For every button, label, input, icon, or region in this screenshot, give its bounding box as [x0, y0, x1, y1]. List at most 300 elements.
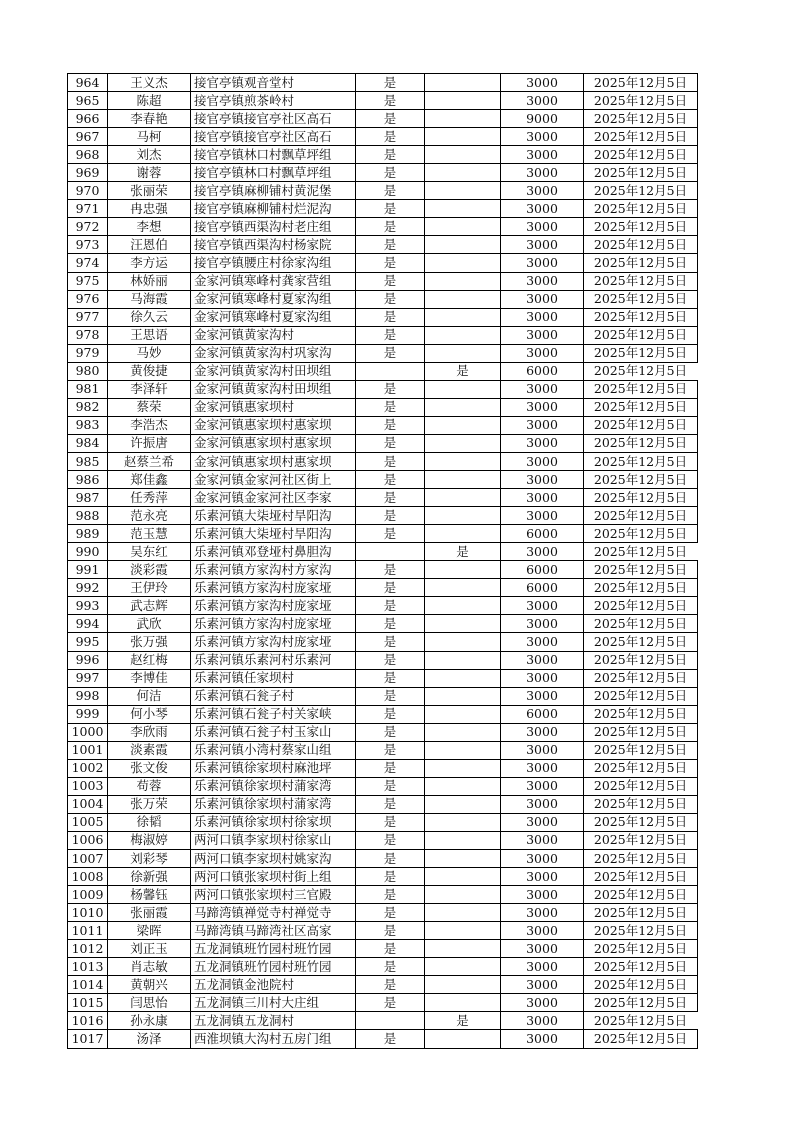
cell-date: 2025年12月5日	[584, 146, 698, 164]
table-row	[68, 543, 698, 561]
cell-address: 乐素河镇方家沟村庞家垭	[191, 579, 356, 597]
table-row	[68, 146, 698, 164]
table-row	[68, 92, 698, 110]
cell-name: 范玉慧	[108, 525, 191, 543]
cell-flag-b	[425, 958, 501, 976]
cell-flag-b	[425, 74, 501, 92]
cell-name: 武志辉	[108, 597, 191, 615]
cell-flag-b	[425, 128, 501, 146]
cell-address: 接官亭镇麻柳铺村烂泥沟	[191, 200, 356, 218]
cell-flag-b	[425, 236, 501, 254]
table-row	[68, 398, 698, 416]
cell-flag-a: 是	[356, 723, 425, 741]
cell-flag-a	[356, 362, 425, 380]
cell-flag-b	[425, 489, 501, 507]
cell-flag-a	[356, 1012, 425, 1030]
cell-address: 乐素河镇大柒垭村旱阳沟	[191, 507, 356, 525]
cell-address: 接官亭镇西渠沟村老庄组	[191, 218, 356, 236]
table-row	[68, 1030, 698, 1048]
cell-address: 五龙洞镇五龙洞村	[191, 1012, 356, 1030]
cell-amount: 3000	[501, 831, 584, 849]
cell-date: 2025年12月5日	[584, 868, 698, 886]
cell-date: 2025年12月5日	[584, 182, 698, 200]
table-row	[68, 813, 698, 831]
cell-date: 2025年12月5日	[584, 200, 698, 218]
cell-amount: 3000	[501, 813, 584, 831]
cell-date: 2025年12月5日	[584, 633, 698, 651]
cell-address: 金家河镇金家河社区街上	[191, 471, 356, 489]
cell-flag-b	[425, 994, 501, 1012]
cell-flag-a: 是	[356, 795, 425, 813]
cell-amount: 3000	[501, 723, 584, 741]
cell-date: 2025年12月5日	[584, 759, 698, 777]
cell-address: 乐素河镇徐家坝村麻池坪	[191, 759, 356, 777]
cell-flag-b	[425, 200, 501, 218]
cell-amount: 3000	[501, 344, 584, 362]
cell-name: 淡彩霞	[108, 561, 191, 579]
cell-date: 2025年12月5日	[584, 362, 698, 380]
cell-serial-number: 1001	[68, 741, 108, 759]
cell-name: 王义杰	[108, 74, 191, 92]
cell-flag-a: 是	[356, 687, 425, 705]
table-row	[68, 759, 698, 777]
cell-flag-a: 是	[356, 416, 425, 434]
cell-name: 吴东红	[108, 543, 191, 561]
cell-address: 接官亭镇西渠沟村杨家院	[191, 236, 356, 254]
cell-date: 2025年12月5日	[584, 471, 698, 489]
cell-flag-b	[425, 687, 501, 705]
cell-flag-a: 是	[356, 218, 425, 236]
table-row	[68, 74, 698, 92]
cell-address: 乐素河镇小湾村蔡家山组	[191, 741, 356, 759]
cell-flag-a: 是	[356, 236, 425, 254]
cell-name: 冉忠强	[108, 200, 191, 218]
cell-serial-number: 975	[68, 272, 108, 290]
cell-amount: 3000	[501, 74, 584, 92]
cell-amount: 3000	[501, 940, 584, 958]
cell-date: 2025年12月5日	[584, 128, 698, 146]
cell-name: 张万荣	[108, 795, 191, 813]
cell-date: 2025年12月5日	[584, 507, 698, 525]
cell-flag-a: 是	[356, 850, 425, 868]
cell-flag-b	[425, 471, 501, 489]
cell-address: 乐素河镇徐家坝村徐家坝	[191, 813, 356, 831]
cell-flag-a: 是	[356, 886, 425, 904]
cell-address: 乐素河镇方家沟村庞家垭	[191, 633, 356, 651]
cell-address: 接官亭镇观音堂村	[191, 74, 356, 92]
table-row	[68, 236, 698, 254]
cell-date: 2025年12月5日	[584, 110, 698, 128]
cell-serial-number: 1009	[68, 886, 108, 904]
cell-date: 2025年12月5日	[584, 308, 698, 326]
cell-date: 2025年12月5日	[584, 940, 698, 958]
cell-serial-number: 997	[68, 669, 108, 687]
cell-flag-b	[425, 290, 501, 308]
cell-flag-b	[425, 723, 501, 741]
cell-address: 金家河镇惠家坝村惠家坝	[191, 452, 356, 470]
cell-serial-number: 966	[68, 110, 108, 128]
cell-amount: 3000	[501, 146, 584, 164]
cell-flag-a: 是	[356, 813, 425, 831]
cell-address: 金家河镇惠家坝村	[191, 398, 356, 416]
cell-amount: 3000	[501, 976, 584, 994]
cell-flag-b	[425, 795, 501, 813]
table-row	[68, 471, 698, 489]
table-row	[68, 218, 698, 236]
cell-flag-b	[425, 182, 501, 200]
cell-amount: 6000	[501, 561, 584, 579]
cell-amount: 3000	[501, 398, 584, 416]
cell-flag-b	[425, 308, 501, 326]
cell-amount: 3000	[501, 922, 584, 940]
table-row	[68, 850, 698, 868]
cell-serial-number: 976	[68, 290, 108, 308]
cell-name: 武欣	[108, 615, 191, 633]
table-row	[68, 705, 698, 723]
cell-name: 李想	[108, 218, 191, 236]
cell-amount: 3000	[501, 958, 584, 976]
cell-date: 2025年12月5日	[584, 543, 698, 561]
cell-amount: 3000	[501, 507, 584, 525]
cell-flag-a: 是	[356, 579, 425, 597]
cell-name: 谢蓉	[108, 164, 191, 182]
cell-date: 2025年12月5日	[584, 994, 698, 1012]
cell-flag-b	[425, 831, 501, 849]
cell-amount: 3000	[501, 182, 584, 200]
cell-flag-a: 是	[356, 452, 425, 470]
cell-serial-number: 1017	[68, 1030, 108, 1048]
table-row	[68, 290, 698, 308]
cell-name: 徐新强	[108, 868, 191, 886]
cell-name: 梅淑婷	[108, 831, 191, 849]
cell-name: 郑佳鑫	[108, 471, 191, 489]
cell-name: 刘正玉	[108, 940, 191, 958]
cell-address: 两河口镇张家坝村街上组	[191, 868, 356, 886]
cell-address: 金家河镇寒峰村夏家沟组	[191, 308, 356, 326]
table-row	[68, 434, 698, 452]
cell-address: 马蹄湾镇禅觉寺村禅觉寺	[191, 904, 356, 922]
cell-flag-b	[425, 416, 501, 434]
table-row	[68, 507, 698, 525]
cell-date: 2025年12月5日	[584, 416, 698, 434]
cell-date: 2025年12月5日	[584, 164, 698, 182]
cell-flag-b	[425, 525, 501, 543]
cell-serial-number: 989	[68, 525, 108, 543]
table-row	[68, 831, 698, 849]
cell-flag-b	[425, 922, 501, 940]
cell-name: 许振唐	[108, 434, 191, 452]
cell-amount: 3000	[501, 669, 584, 687]
cell-name: 李泽轩	[108, 380, 191, 398]
cell-serial-number: 1008	[68, 868, 108, 886]
cell-amount: 3000	[501, 687, 584, 705]
cell-serial-number: 971	[68, 200, 108, 218]
cell-amount: 6000	[501, 362, 584, 380]
cell-name: 汪恩伯	[108, 236, 191, 254]
cell-flag-a: 是	[356, 597, 425, 615]
cell-address: 乐素河镇邓登垭村鼻胆沟	[191, 543, 356, 561]
cell-flag-a: 是	[356, 741, 425, 759]
cell-date: 2025年12月5日	[584, 687, 698, 705]
data-table	[67, 73, 698, 1049]
cell-address: 五龙洞镇班竹园村班竹园	[191, 958, 356, 976]
cell-name: 刘杰	[108, 146, 191, 164]
cell-flag-a: 是	[356, 164, 425, 182]
cell-address: 金家河镇金家河社区李家	[191, 489, 356, 507]
cell-amount: 3000	[501, 380, 584, 398]
cell-address: 金家河镇黄家沟村田坝组	[191, 362, 356, 380]
cell-flag-b: 是	[425, 543, 501, 561]
cell-amount: 3000	[501, 886, 584, 904]
cell-address: 金家河镇黄家沟村	[191, 326, 356, 344]
cell-address: 接官亭镇腰庄村徐家沟组	[191, 254, 356, 272]
cell-serial-number: 1005	[68, 813, 108, 831]
cell-serial-number: 973	[68, 236, 108, 254]
cell-address: 乐素河镇乐素河村乐素河	[191, 651, 356, 669]
cell-flag-a: 是	[356, 615, 425, 633]
cell-date: 2025年12月5日	[584, 777, 698, 795]
cell-amount: 3000	[501, 92, 584, 110]
cell-flag-b	[425, 380, 501, 398]
cell-date: 2025年12月5日	[584, 290, 698, 308]
cell-address: 五龙洞镇三川村大庄组	[191, 994, 356, 1012]
cell-serial-number: 994	[68, 615, 108, 633]
table-row	[68, 741, 698, 759]
cell-flag-a: 是	[356, 525, 425, 543]
table-row	[68, 976, 698, 994]
cell-serial-number: 1015	[68, 994, 108, 1012]
cell-serial-number: 970	[68, 182, 108, 200]
cell-amount: 3000	[501, 759, 584, 777]
cell-serial-number: 981	[68, 380, 108, 398]
cell-amount: 3000	[501, 434, 584, 452]
cell-amount: 3000	[501, 218, 584, 236]
cell-flag-a: 是	[356, 831, 425, 849]
cell-flag-b	[425, 777, 501, 795]
cell-flag-b	[425, 1030, 501, 1048]
cell-address: 两河口镇李家坝村姚家沟	[191, 850, 356, 868]
table-row	[68, 561, 698, 579]
cell-name: 何小琴	[108, 705, 191, 723]
cell-amount: 6000	[501, 525, 584, 543]
cell-flag-b	[425, 615, 501, 633]
cell-address: 乐素河镇石瓮子村	[191, 687, 356, 705]
cell-flag-b	[425, 904, 501, 922]
cell-flag-b	[425, 669, 501, 687]
cell-serial-number: 993	[68, 597, 108, 615]
cell-serial-number: 987	[68, 489, 108, 507]
cell-address: 两河口镇张家坝村三官殿	[191, 886, 356, 904]
cell-amount: 3000	[501, 254, 584, 272]
cell-amount: 3000	[501, 651, 584, 669]
cell-amount: 3000	[501, 543, 584, 561]
cell-flag-b: 是	[425, 362, 501, 380]
table-row	[68, 669, 698, 687]
cell-date: 2025年12月5日	[584, 525, 698, 543]
cell-serial-number: 1004	[68, 795, 108, 813]
cell-name: 马柯	[108, 128, 191, 146]
cell-serial-number: 968	[68, 146, 108, 164]
cell-flag-b	[425, 507, 501, 525]
cell-serial-number: 978	[68, 326, 108, 344]
cell-amount: 9000	[501, 110, 584, 128]
cell-address: 接官亭镇麻柳铺村黄泥堡	[191, 182, 356, 200]
cell-serial-number: 1016	[68, 1012, 108, 1030]
cell-date: 2025年12月5日	[584, 904, 698, 922]
cell-date: 2025年12月5日	[584, 669, 698, 687]
cell-flag-a: 是	[356, 128, 425, 146]
cell-flag-b: 是	[425, 1012, 501, 1030]
cell-address: 五龙洞镇金池院村	[191, 976, 356, 994]
table-row	[68, 994, 698, 1012]
cell-address: 西淮坝镇大沟村五房门组	[191, 1030, 356, 1048]
cell-date: 2025年12月5日	[584, 561, 698, 579]
table-row	[68, 110, 698, 128]
cell-date: 2025年12月5日	[584, 272, 698, 290]
table-row	[68, 254, 698, 272]
cell-amount: 3000	[501, 200, 584, 218]
cell-amount: 3000	[501, 1030, 584, 1048]
cell-flag-b	[425, 218, 501, 236]
cell-flag-a: 是	[356, 705, 425, 723]
cell-name: 李春艳	[108, 110, 191, 128]
cell-date: 2025年12月5日	[584, 218, 698, 236]
cell-name: 张丽荣	[108, 182, 191, 200]
table-row	[68, 958, 698, 976]
cell-amount: 3000	[501, 308, 584, 326]
cell-serial-number: 980	[68, 362, 108, 380]
cell-serial-number: 969	[68, 164, 108, 182]
cell-name: 肖志敏	[108, 958, 191, 976]
cell-flag-a: 是	[356, 146, 425, 164]
cell-date: 2025年12月5日	[584, 398, 698, 416]
table-row	[68, 416, 698, 434]
cell-flag-a: 是	[356, 344, 425, 362]
cell-name: 张丽霞	[108, 904, 191, 922]
cell-address: 两河口镇李家坝村徐家山	[191, 831, 356, 849]
table-row	[68, 380, 698, 398]
table-row	[68, 615, 698, 633]
table-row	[68, 633, 698, 651]
table-row	[68, 308, 698, 326]
cell-flag-b	[425, 705, 501, 723]
table-row	[68, 489, 698, 507]
cell-amount: 6000	[501, 705, 584, 723]
cell-flag-b	[425, 850, 501, 868]
table-row	[68, 904, 698, 922]
cell-name: 李方运	[108, 254, 191, 272]
cell-serial-number: 977	[68, 308, 108, 326]
table-row	[68, 723, 698, 741]
cell-name: 范永亮	[108, 507, 191, 525]
table-row	[68, 922, 698, 940]
cell-address: 接官亭镇接官亭社区高石	[191, 110, 356, 128]
cell-flag-a: 是	[356, 904, 425, 922]
cell-flag-a: 是	[356, 308, 425, 326]
cell-flag-a: 是	[356, 434, 425, 452]
cell-flag-b	[425, 886, 501, 904]
cell-name: 蔡荣	[108, 398, 191, 416]
cell-address: 接官亭镇接官亭社区高石	[191, 128, 356, 146]
table-row	[68, 651, 698, 669]
cell-flag-a: 是	[356, 272, 425, 290]
cell-amount: 3000	[501, 615, 584, 633]
cell-name: 林娇丽	[108, 272, 191, 290]
cell-serial-number: 1013	[68, 958, 108, 976]
cell-flag-a: 是	[356, 976, 425, 994]
cell-flag-b	[425, 398, 501, 416]
cell-amount: 3000	[501, 777, 584, 795]
cell-name: 苟蓉	[108, 777, 191, 795]
cell-flag-b	[425, 452, 501, 470]
cell-flag-b	[425, 940, 501, 958]
cell-date: 2025年12月5日	[584, 1012, 698, 1030]
cell-flag-a: 是	[356, 326, 425, 344]
table-row	[68, 344, 698, 362]
cell-address: 乐素河镇石瓮子村关家峡	[191, 705, 356, 723]
cell-flag-b	[425, 92, 501, 110]
cell-serial-number: 974	[68, 254, 108, 272]
cell-date: 2025年12月5日	[584, 236, 698, 254]
cell-amount: 3000	[501, 236, 584, 254]
cell-serial-number: 995	[68, 633, 108, 651]
cell-flag-a: 是	[356, 759, 425, 777]
cell-date: 2025年12月5日	[584, 886, 698, 904]
cell-flag-b	[425, 561, 501, 579]
cell-date: 2025年12月5日	[584, 813, 698, 831]
cell-date: 2025年12月5日	[584, 958, 698, 976]
cell-serial-number: 985	[68, 452, 108, 470]
cell-amount: 3000	[501, 471, 584, 489]
cell-flag-a: 是	[356, 74, 425, 92]
cell-flag-a: 是	[356, 958, 425, 976]
cell-flag-a: 是	[356, 92, 425, 110]
cell-date: 2025年12月5日	[584, 579, 698, 597]
cell-address: 金家河镇寒峰村龚家营组	[191, 272, 356, 290]
cell-name: 任秀萍	[108, 489, 191, 507]
cell-flag-b	[425, 164, 501, 182]
cell-flag-a: 是	[356, 669, 425, 687]
cell-serial-number: 983	[68, 416, 108, 434]
cell-flag-b	[425, 651, 501, 669]
table-row	[68, 128, 698, 146]
cell-serial-number: 1003	[68, 777, 108, 795]
cell-amount: 3000	[501, 128, 584, 146]
cell-date: 2025年12月5日	[584, 74, 698, 92]
cell-flag-a: 是	[356, 489, 425, 507]
cell-date: 2025年12月5日	[584, 452, 698, 470]
cell-name: 闫思怡	[108, 994, 191, 1012]
cell-address: 接官亭镇煎茶岭村	[191, 92, 356, 110]
table-row	[68, 597, 698, 615]
cell-date: 2025年12月5日	[584, 597, 698, 615]
cell-flag-a: 是	[356, 777, 425, 795]
cell-name: 陈超	[108, 92, 191, 110]
table-row	[68, 1012, 698, 1030]
cell-date: 2025年12月5日	[584, 489, 698, 507]
cell-name: 徐韬	[108, 813, 191, 831]
cell-flag-b	[425, 868, 501, 886]
cell-address: 乐素河镇徐家坝村蒲家湾	[191, 795, 356, 813]
cell-flag-b	[425, 597, 501, 615]
cell-name: 王思语	[108, 326, 191, 344]
cell-flag-b	[425, 254, 501, 272]
cell-amount: 3000	[501, 452, 584, 470]
cell-date: 2025年12月5日	[584, 705, 698, 723]
cell-date: 2025年12月5日	[584, 434, 698, 452]
cell-date: 2025年12月5日	[584, 254, 698, 272]
cell-flag-b	[425, 759, 501, 777]
